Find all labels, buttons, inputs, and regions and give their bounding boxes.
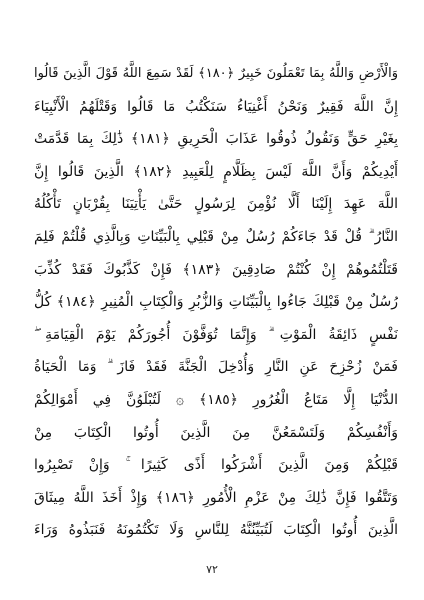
text-line: وَأَنْفُسِكُمْ وَلَتَسْمَعُنَّ مِنَ الَّذِينَ أُوتُوا الْكِتَابَ مِنْ (34, 424, 398, 441)
quran-text-block (34, 58, 398, 547)
text-line: قَتَلْتُمُوهُمْ إِنْ كُنْتُمْ صَادِقِينَ ﴿١٨٣﴾ فَإِنْ كَذَّبُوكَ فَقَدْ كُذِّبَ (34, 261, 398, 278)
text-line: بِغَيْرِ حَقٍّ وَنَقُولُ ذُوقُوا عَذَابَ الْحَرِيقِ ﴿١٨١﴾ ذَٰلِكَ بِمَا قَدَّمَتْ (34, 131, 398, 148)
page-number: ٧٢ (206, 563, 218, 576)
text-line: رُسُلٌ مِنْ قَبْلِكَ جَاءُوا بِالْبَيِّنَاتِ وَالزُّبُرِ وَالْكِتَابِ الْمُنِيرِ ﴿١٨٤﴾ كُلُّ (34, 294, 398, 311)
text-line: الدُّنْيَا إِلَّا مَتَاعُ الْغُرُورِ ﴿١٨٥﴾ ۞ لَتُبْلَوُنَّ فِي أَمْوَالِكُمْ (34, 391, 398, 408)
text-line: أَيْدِيكُمْ وَأَنَّ اللَّهَ لَيْسَ بِظَلَّامٍ لِلْعَبِيدِ ﴿١٨٢﴾ الَّذِينَ قَالُوا إِنَّ (34, 163, 398, 180)
text-line: وَالْأَرْضِ وَاللَّهُ بِمَا تَعْمَلُونَ خَبِيرٌ ﴿١٨٠﴾ لَقَدْ سَمِعَ اللَّهُ قَوْلَ الَّذِينَ قَالُوا (34, 66, 398, 81)
text-line: نَفْسٍ ذَائِقَةُ الْمَوْتِ ۗ وَإِنَّمَا تُوَفَّوْنَ أُجُورَكُمْ يَوْمَ الْقِيَامَةِ ۖ (34, 326, 398, 343)
text-line: إِنَّ اللَّهَ فَقِيرٌ وَنَحْنُ أَغْنِيَاءُ سَنَكْتُبُ مَا قَالُوا وَقَتْلَهُمُ الْأَنْبِيَاءَ (34, 98, 398, 115)
text-line: اللَّهَ عَهِدَ إِلَيْنَا أَلَّا نُؤْمِنَ لِرَسُولٍ حَتَّىٰ يَأْتِيَنَا بِقُرْبَانٍ تَأْكُلُهُ (34, 196, 398, 213)
text-line: الَّذِينَ أُوتُوا الْكِتَابَ لَتُبَيِّنُنَّهُ لِلنَّاسِ وَلَا تَكْتُمُونَهُ فَنَبَذُوهُ وَرَاءَ (34, 522, 398, 539)
text-line: فَمَنْ زُحْزِحَ عَنِ النَّارِ وَأُدْخِلَ الْجَنَّةَ فَقَدْ فَازَ ۗ وَمَا الْحَيَاةُ (34, 359, 398, 376)
text-line: وَتَتَّقُوا فَإِنَّ ذَٰلِكَ مِنْ عَزْمِ الْأُمُورِ ﴿١٨٦﴾ وَإِذْ أَخَذَ اللَّهُ مِيثَاقَ (34, 489, 398, 506)
text-line: قَبْلِكُمْ وَمِنَ الَّذِينَ أَشْرَكُوا أَذًى كَثِيرًا ۚ وَإِنْ تَصْبِرُوا (34, 457, 398, 474)
text-line: النَّارُ ۗ قُلْ قَدْ جَاءَكُمْ رُسُلٌ مِنْ قَبْلِي بِالْبَيِّنَاتِ وَبِالَّذِي قُلْتُمْ فَلِمَ (34, 228, 398, 245)
